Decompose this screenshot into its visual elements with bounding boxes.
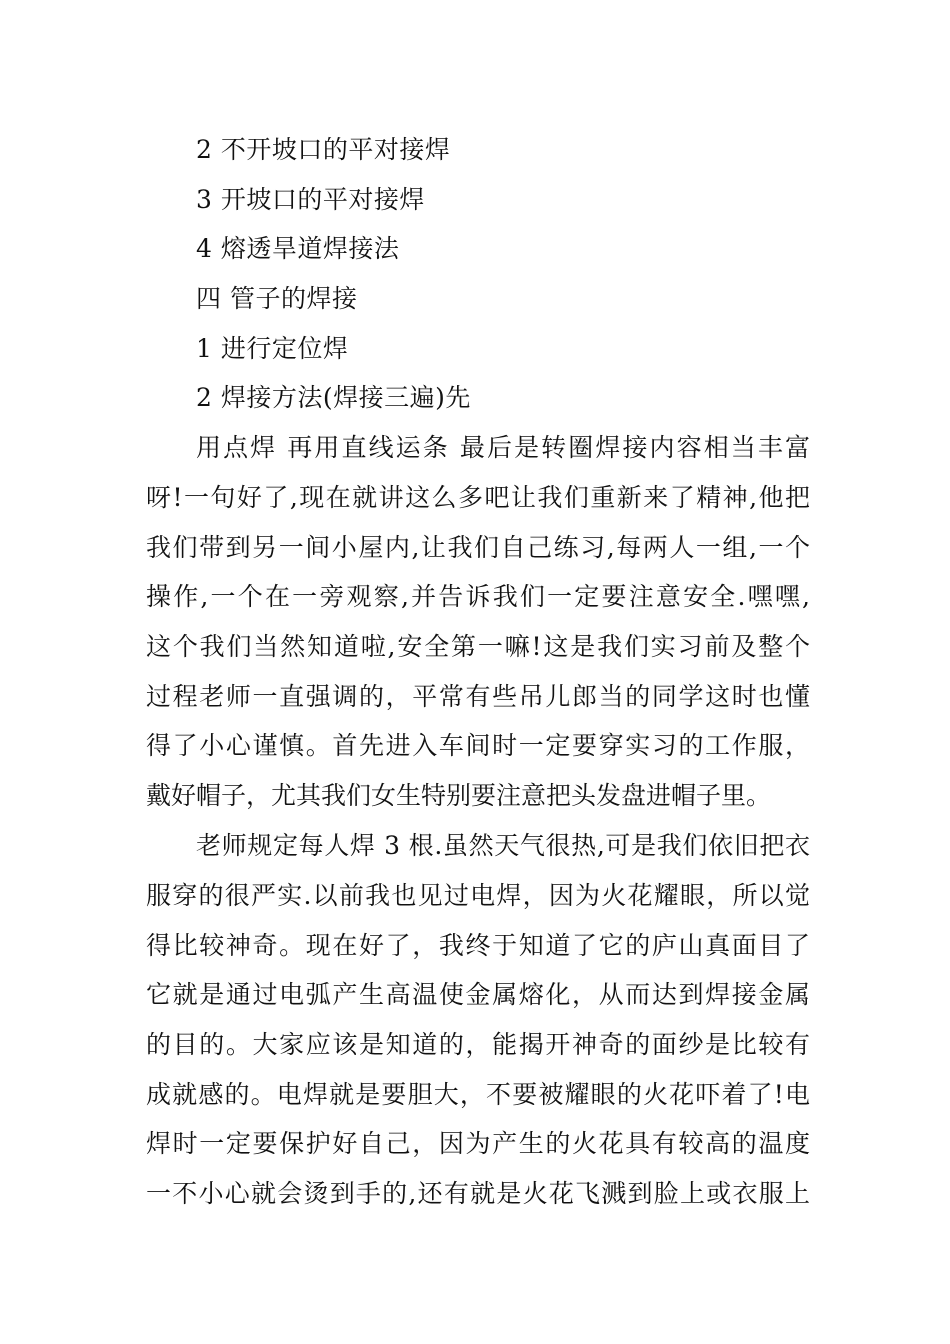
paragraph-line: 一不小心就会烫到手的,还有就是火花飞溅到脸上或衣服上 xyxy=(146,1179,810,1208)
list-item: 1 进行定位焊 xyxy=(196,334,349,363)
paragraph-line: 操作,一个在一旁观察,并告诉我们一定要注意安全.嘿嘿, xyxy=(146,582,810,611)
paragraph-line: 这个我们当然知道啦,安全第一嘛!这是我们实习前及整个 xyxy=(146,632,810,661)
paragraph-line: 用点焊 再用直线运条 最后是转圈焊接内容相当丰富 xyxy=(196,433,810,462)
list-item: 2 不开坡口的平对接焊 xyxy=(196,135,451,164)
paragraph-line: 焊时一定要保护好自己，因为产生的火花具有较高的温度 xyxy=(146,1129,810,1158)
list-item: 2 焊接方法(焊接三遍)先 xyxy=(196,383,471,412)
paragraph-line: 呀!一句好了,现在就讲这么多吧让我们重新来了精神,他把 xyxy=(146,483,810,512)
paragraph-line: 它就是通过电弧产生高温使金属熔化，从而达到焊接金属 xyxy=(146,980,810,1009)
paragraph-line: 老师规定每人焊 3 根.虽然天气很热,可是我们依旧把衣 xyxy=(196,831,810,860)
paragraph-line: 的目的。大家应该是知道的，能揭开神奇的面纱是比较有 xyxy=(146,1030,810,1059)
paragraph-line: 服穿的很严实.以前我也见过电焊，因为火花耀眼，所以觉 xyxy=(146,881,810,910)
list-item: 4 熔透旱道焊接法 xyxy=(196,234,400,263)
paragraph-line: 我们带到另一间小屋内,让我们自己练习,每两人一组,一个 xyxy=(146,533,810,562)
paragraph-line: 过程老师一直强调的，平常有些吊儿郎当的同学这时也懂 xyxy=(146,682,810,711)
paragraph-line: 得比较神奇。现在好了，我终于知道了它的庐山真面目了 xyxy=(146,931,810,960)
paragraph-line: 戴好帽子，尤其我们女生特别要注意把头发盘进帽子里。 xyxy=(146,781,772,810)
paragraph-line: 成就感的。电焊就是要胆大，不要被耀眼的火花吓着了!电 xyxy=(146,1080,810,1109)
paragraph-line: 得了小心谨慎。首先进入车间时一定要穿实习的工作服， xyxy=(146,731,810,760)
list-item: 3 开坡口的平对接焊 xyxy=(196,185,425,214)
section-heading: 四 管子的焊接 xyxy=(196,284,358,313)
